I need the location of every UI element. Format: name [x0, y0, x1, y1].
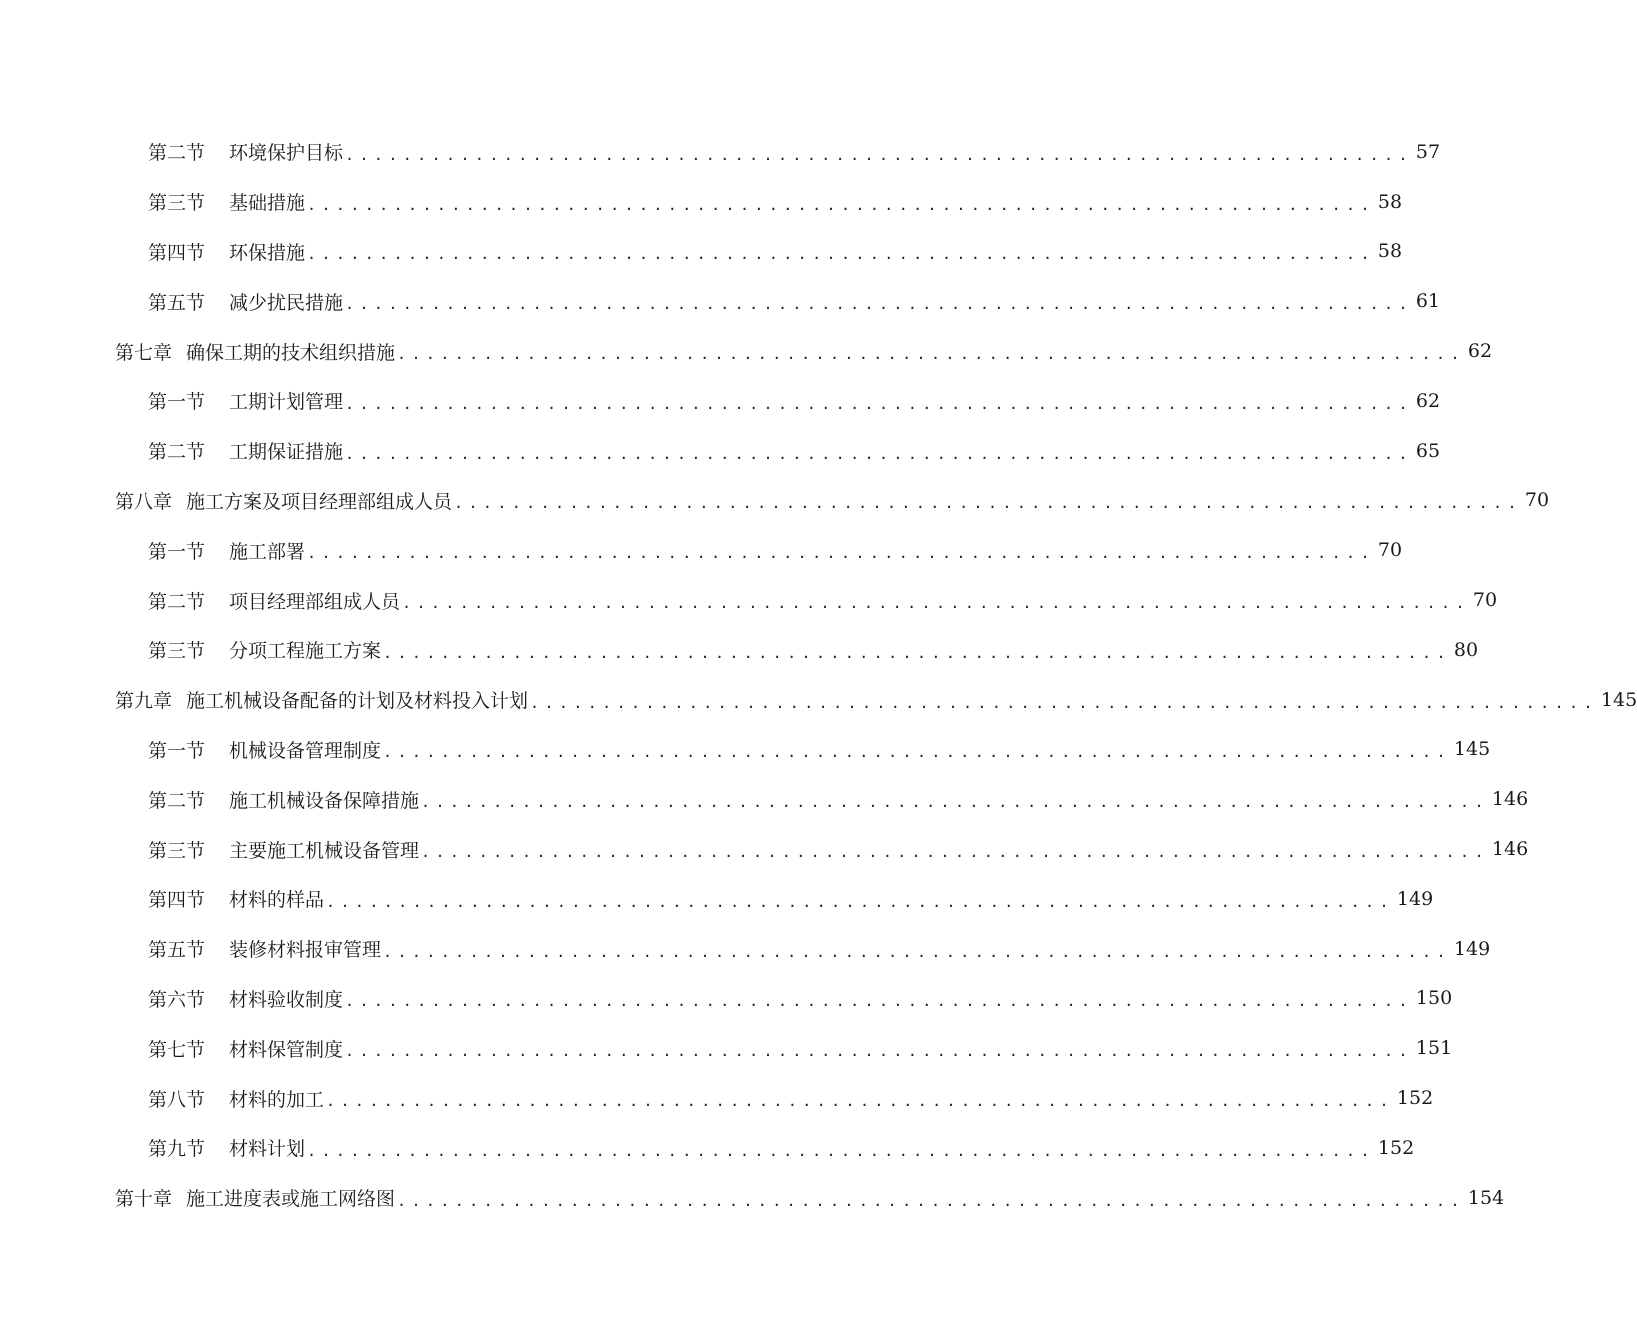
dot-leader: .......................................................................... [307, 1141, 1375, 1160]
toc-entry-number: 第一节 [148, 391, 206, 414]
toc-entry-page: 62 [1415, 389, 1441, 412]
toc-entry-page: 145 [1453, 738, 1491, 761]
dot-leader: .......................................................................... [397, 1191, 1465, 1210]
toc-entry-title: 材料的样品 [229, 889, 325, 912]
toc-entry-title: 分项工程施工方案 [229, 640, 382, 663]
toc-entry-title: 施工部署 [229, 540, 306, 563]
toc-entry-page: 70 [1472, 589, 1498, 612]
toc-entry-title: 施工方案及项目经理部组成人员 [186, 490, 453, 513]
table-of-contents [115, 127, 1637, 1223]
dot-leader: .......................................................................... [345, 1042, 1413, 1061]
toc-chapter-entry[interactable] [115, 326, 1493, 376]
dot-leader: .......................................................................... [402, 594, 1470, 613]
toc-entry-page: 151 [1415, 1037, 1453, 1060]
toc-entry-page: 57 [1415, 140, 1441, 163]
toc-entry-page: 70 [1377, 539, 1403, 562]
toc-entry-number: 第八章 [115, 490, 173, 513]
toc-chapter-entry[interactable] [115, 476, 1550, 526]
toc-entry[interactable] [115, 376, 1441, 426]
toc-entry-number: 第五节 [148, 939, 206, 962]
toc-entry-number: 第七章 [115, 341, 173, 364]
toc-entry-title: 施工机械设备配备的计划及材料投入计划 [186, 690, 529, 713]
toc-entry-title: 机械设备管理制度 [229, 739, 382, 762]
toc-entry-page: 80 [1453, 638, 1479, 661]
toc-entry-number: 第二节 [148, 590, 206, 613]
toc-entry[interactable] [115, 625, 1479, 675]
toc-entry[interactable] [115, 725, 1491, 775]
toc-entry-page: 152 [1396, 1087, 1434, 1110]
toc-entry-title: 基础措施 [229, 192, 306, 215]
toc-entry-number: 第二节 [148, 441, 206, 464]
toc-entry-page: 58 [1377, 190, 1403, 213]
toc-entry-page: 58 [1377, 240, 1403, 263]
toc-entry-number: 第九章 [115, 690, 173, 713]
toc-entry-page: 62 [1467, 340, 1493, 363]
toc-entry-title: 环境保护目标 [229, 142, 344, 165]
toc-entry-page: 145 [1600, 688, 1637, 711]
toc-chapter-entry[interactable] [115, 1173, 1505, 1223]
dot-leader: .......................................................................... [345, 992, 1413, 1011]
toc-entry[interactable] [115, 426, 1441, 476]
dot-leader: .......................................................................... [397, 345, 1465, 364]
toc-entry-number: 第十章 [115, 1188, 173, 1211]
toc-entry-title: 材料计划 [229, 1138, 306, 1161]
dot-leader: .......................................................................... [307, 245, 1375, 264]
toc-entry-title: 减少扰民措施 [229, 291, 344, 314]
dot-leader: .......................................................................... [345, 295, 1413, 314]
toc-entry-number: 第二节 [148, 142, 206, 165]
toc-entry-title: 装修材料报审管理 [229, 939, 382, 962]
dot-leader: .......................................................................... [326, 1092, 1394, 1111]
toc-entry-page: 146 [1491, 838, 1529, 861]
toc-entry[interactable] [115, 924, 1491, 974]
toc-entry-page: 152 [1377, 1136, 1415, 1159]
toc-entry[interactable] [115, 227, 1403, 277]
toc-entry[interactable] [115, 1073, 1434, 1123]
toc-entry-title: 项目经理部组成人员 [229, 590, 401, 613]
toc-entry-title: 主要施工机械设备管理 [229, 839, 420, 862]
toc-entry[interactable] [115, 774, 1529, 824]
dot-leader: .......................................................................... [307, 195, 1375, 214]
dot-leader: .......................................................................... [326, 892, 1394, 911]
toc-entry-title: 材料验收制度 [229, 988, 344, 1011]
dot-leader: .......................................................................... [421, 843, 1489, 862]
toc-entry[interactable] [115, 127, 1441, 177]
dot-leader: .......................................................................... [345, 394, 1413, 413]
toc-entry-number: 第七节 [148, 1038, 206, 1061]
toc-entry-title: 施工进度表或施工网络图 [186, 1188, 396, 1211]
toc-entry-page: 70 [1524, 489, 1550, 512]
toc-entry-number: 第三节 [148, 640, 206, 663]
toc-entry-page: 61 [1415, 290, 1441, 313]
toc-entry-title: 材料的加工 [229, 1088, 325, 1111]
toc-entry-title: 材料保管制度 [229, 1038, 344, 1061]
toc-entry-number: 第一节 [148, 739, 206, 762]
toc-entry-title: 确保工期的技术组织措施 [186, 341, 396, 364]
toc-entry-page: 150 [1415, 987, 1453, 1010]
toc-entry[interactable] [115, 874, 1434, 924]
toc-entry-number: 第八节 [148, 1088, 206, 1111]
toc-entry-title: 环保措施 [229, 241, 306, 264]
toc-entry-title: 工期保证措施 [229, 441, 344, 464]
toc-entry-number: 第三节 [148, 192, 206, 215]
dot-leader: .......................................................................... [383, 643, 1451, 662]
toc-entry[interactable] [115, 575, 1498, 625]
toc-entry-page: 65 [1415, 439, 1441, 462]
toc-entry-title: 施工机械设备保障措施 [229, 789, 420, 812]
toc-entry-number: 第五节 [148, 291, 206, 314]
dot-leader: .......................................................................... [421, 793, 1489, 812]
toc-entry[interactable] [115, 276, 1441, 326]
toc-entry-number: 第四节 [148, 241, 206, 264]
toc-entry-page: 149 [1396, 887, 1434, 910]
toc-entry-page: 154 [1467, 1186, 1505, 1209]
dot-leader: .......................................................................... [307, 544, 1375, 563]
dot-leader: .......................................................................... [383, 942, 1451, 961]
dot-leader: .......................................................................... [383, 743, 1451, 762]
toc-entry-page: 149 [1453, 937, 1491, 960]
toc-entry[interactable] [115, 974, 1453, 1024]
dot-leader: .......................................................................... [530, 693, 1598, 712]
toc-entry[interactable] [115, 177, 1403, 227]
toc-entry[interactable] [115, 525, 1403, 575]
toc-entry[interactable] [115, 824, 1529, 874]
toc-chapter-entry[interactable] [115, 675, 1637, 725]
toc-entry-number: 第九节 [148, 1138, 206, 1161]
toc-entry-number: 第二节 [148, 789, 206, 812]
dot-leader: .......................................................................... [345, 444, 1413, 463]
toc-entry-number: 第四节 [148, 889, 206, 912]
dot-leader: .......................................................................... [454, 494, 1522, 513]
toc-entry[interactable] [115, 1023, 1453, 1073]
dot-leader: .......................................................................... [345, 145, 1413, 164]
toc-entry-number: 第六节 [148, 988, 206, 1011]
toc-entry-page: 146 [1491, 788, 1529, 811]
toc-entry-title: 工期计划管理 [229, 391, 344, 414]
toc-entry-number: 第三节 [148, 839, 206, 862]
toc-entry[interactable] [115, 1123, 1415, 1173]
toc-entry-number: 第一节 [148, 540, 206, 563]
